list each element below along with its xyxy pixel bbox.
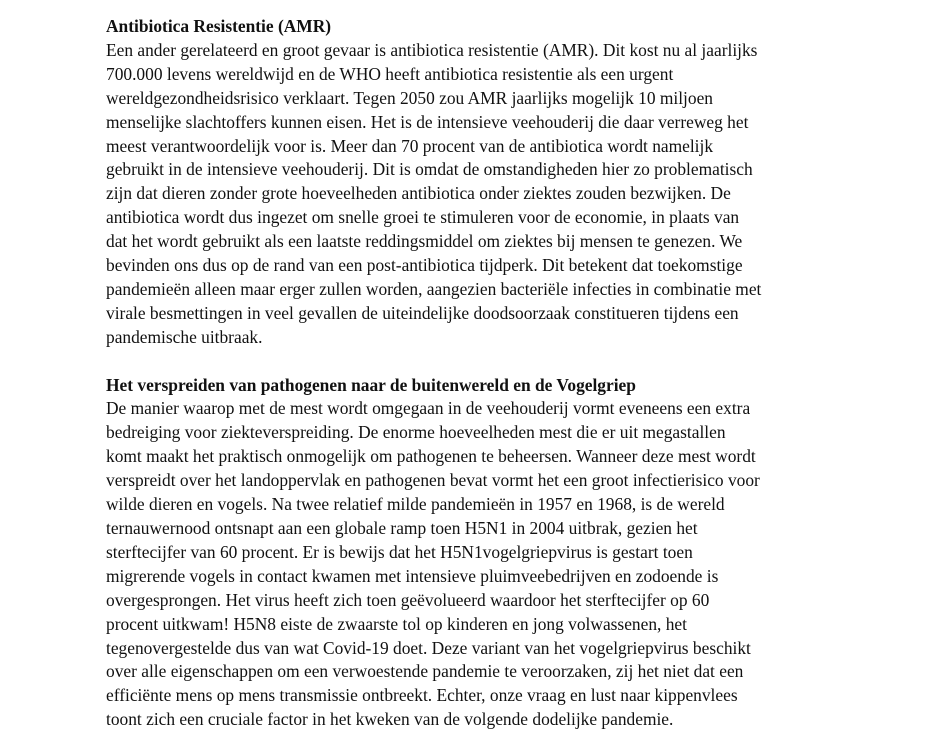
text-line: toont zich een cruciale factor in het kweken van de volgende dodelijke pandemie. [106, 709, 674, 730]
text-line: ternauwernood ontsnapt aan een globale ramp toen H5N1 in 2004 uitbrak, gezien het [106, 518, 698, 539]
text-line: wilde dieren en vogels. Na twee relatief milde pandemieën in 1957 en 1968, is de wereld [106, 494, 725, 515]
text-line: zijn dat dieren zonder grote hoeveelheden antibiotica onder ziektes zouden bezwijken. De [106, 183, 731, 204]
text-line: verspreidt over het landoppervlak en pathogenen bevat vormt het een groot infectierisico voor [106, 470, 760, 491]
text-line: Een ander gerelateerd en groot gevaar is antibiotica resistentie (AMR). Dit kost nu al jaarlijks [106, 39, 758, 60]
text-line: bevinden ons dus op de rand van een post-antibiotica tijdperk. Dit betekent dat toekomstige [106, 255, 743, 276]
text-line: overgesprongen. Het virus heeft zich toen geëvolueerd waardoor het sterftecijfer op 60 [106, 589, 710, 610]
section-body [106, 397, 906, 732]
text-line: wereldgezondheidsrisico verklaart. Tegen 2050 zou AMR jaarlijks mogelijk 10 miljoen [106, 87, 713, 108]
text-line: komt maakt het praktisch onmogelijk om pathogenen te beheersen. Wanneer deze mest wordt [106, 446, 756, 467]
section-amr [106, 15, 906, 350]
text-line: gebruikt in de intensieve veehouderij. Dit is omdat de omstandigheden hier zo problematisch [106, 159, 753, 180]
text-line: De manier waarop met de mest wordt omgegaan in de veehouderij vormt eveneens een extra [106, 398, 751, 419]
section-heading: Het verspreiden van pathogenen naar de buitenwereld en de Vogelgriep [106, 374, 636, 395]
text-line: migrerende vogels in contact kwamen met intensieve pluimveebedrijven en zodoende is [106, 565, 719, 586]
text-line: antibiotica wordt dus ingezet om snelle groei te stimuleren voor de economie, in plaats van [106, 207, 740, 228]
text-line: efficiënte mens op mens transmissie ontbreekt. Echter, onze vraag en lust naar kippenvlees [106, 685, 738, 706]
text-line: sterftecijfer van 60 procent. Er is bewijs dat het H5N1vogelgriepvirus is gestart toen [106, 541, 693, 562]
text-line: menselijke slachtoffers kunnen eisen. Het is de intensieve veehouderij die daar verreweg het [106, 111, 749, 132]
text-line: meest verantwoordelijk voor is. Meer dan 70 procent van de antibiotica wordt namelijk [106, 135, 714, 156]
text-line: pandemieën alleen maar erger zullen worden, aangezien bacteriële infecties in combinatie met [106, 278, 762, 299]
section-heading: Antibiotica Resistentie (AMR) [106, 16, 332, 36]
text-line: tegenovergestelde dus van wat Covid-19 doet. Deze variant van het vogelgriepvirus beschikt [106, 637, 751, 658]
section-pathogens-bird-flu [106, 374, 906, 733]
text-line: over alle eigenschappen om een verwoestende pandemie te veroorzaken, zij het niet dat een [106, 661, 744, 682]
text-line: 700.000 levens wereldwijd en de WHO heeft antibiotica resistentie als een urgent [106, 63, 674, 84]
text-line: dat het wordt gebruikt als een laatste reddingsmiddel om ziektes bij mensen te genezen. We [106, 231, 743, 252]
text-line: procent uitkwam! H5N8 eiste de zwaarste tol op kinderen en jong volwassenen, het [106, 613, 687, 634]
section-body [106, 39, 906, 350]
text-line: pandemische uitbraak. [106, 326, 263, 347]
text-line: virale besmettingen in veel gevallen de uiteindelijke doodsoorzaak constitueren tijdens een [106, 302, 739, 323]
text-line: bedreiging voor ziekteverspreiding. De enorme hoeveelheden mest die er uit megastallen [106, 422, 726, 443]
document-page [106, 15, 906, 732]
